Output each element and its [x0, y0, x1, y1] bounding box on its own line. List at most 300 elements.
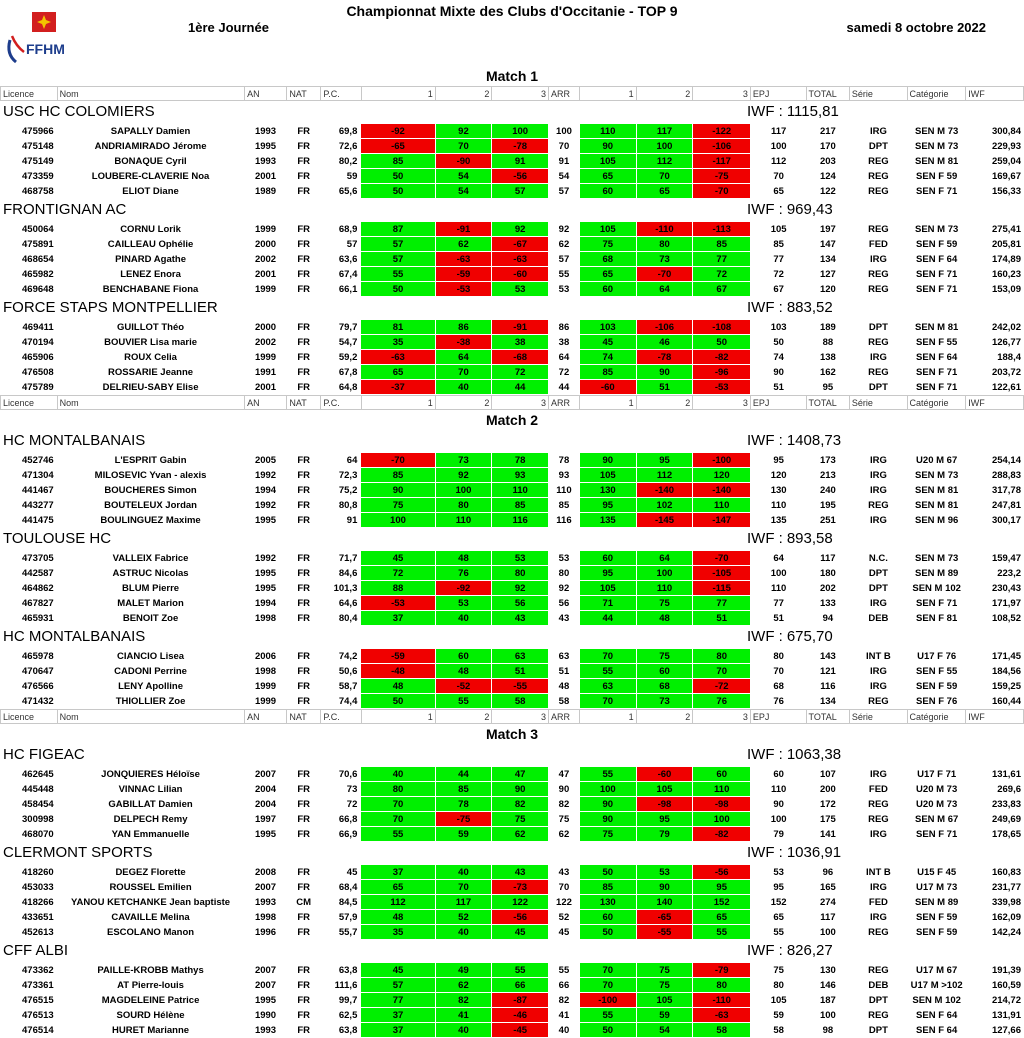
cell-pc: 63,8: [338, 964, 358, 976]
column-header-row: [0, 86, 1024, 101]
cell-a3: 75: [492, 812, 549, 827]
cell-arr: 93: [558, 469, 570, 481]
cell-iwf: 231,77: [991, 881, 1021, 893]
cell-arr: 80: [558, 567, 570, 579]
cell-an: 1992: [254, 552, 277, 564]
cell-epj: 130: [770, 484, 787, 496]
cell-total: 240: [819, 484, 836, 496]
cell-iwf: 300,17: [991, 514, 1021, 526]
cell-licence: 475148: [22, 140, 54, 152]
cell-a3: 92: [492, 222, 549, 237]
cell-e2: 100: [636, 566, 693, 581]
column-header-iwf: IWF: [966, 87, 1024, 101]
cell-epj: 95: [773, 881, 784, 893]
cell-a3: -56: [492, 169, 549, 184]
cell-epj: 74: [773, 351, 784, 363]
cell-e2: 105: [636, 993, 693, 1008]
cell-total: 138: [819, 351, 836, 363]
team-iwf: [747, 744, 841, 766]
column-header-e3: 3: [693, 87, 751, 101]
cell-arr: 90: [558, 783, 570, 795]
team-header: [0, 626, 1024, 648]
iwf-prefix: IWF :: [747, 746, 783, 763]
cell-pc: 67,8: [338, 366, 358, 378]
cell-categorie: SEN F 76: [916, 695, 958, 707]
team-iwf-value: 1036,91: [786, 844, 842, 861]
cell-epj: 77: [773, 253, 784, 265]
team-name: CFF ALBI: [3, 942, 69, 959]
cell-an: 2007: [254, 768, 277, 780]
cell-total: 95: [822, 381, 834, 393]
cell-iwf: 156,33: [991, 185, 1021, 197]
cell-epj: 95: [773, 454, 784, 466]
cell-e3: -140: [693, 483, 751, 498]
cell-e3: -147: [693, 513, 751, 528]
athlete-table: [0, 766, 1024, 842]
cell-nom: BENCHABANE Fiona: [102, 283, 199, 295]
cell-e2: 65: [636, 184, 693, 199]
results-content: [0, 66, 1024, 1038]
cell-serie: INT B: [865, 650, 891, 662]
cell-categorie: U20 M 73: [916, 783, 958, 795]
cell-e1: 90: [579, 453, 636, 468]
cell-e2: 51: [636, 380, 693, 395]
cell-categorie: SEN F 81: [916, 612, 958, 624]
cell-arr: 45: [558, 926, 570, 938]
cell-a2: 73: [435, 453, 492, 468]
cell-total: 107: [819, 768, 836, 780]
cell-epj: 67: [773, 283, 784, 295]
cell-an: 2001: [254, 381, 277, 393]
cell-total: 203: [819, 155, 836, 167]
cell-e1: 85: [579, 365, 636, 380]
cell-a1: 35: [361, 925, 435, 940]
column-header-e1: 1: [579, 87, 636, 101]
cell-nat: FR: [297, 798, 310, 810]
cell-licence: 433651: [22, 911, 54, 923]
cell-licence: 443277: [22, 499, 54, 511]
column-header-e3: 3: [693, 396, 751, 410]
athlete-table: [0, 221, 1024, 297]
cell-e3: 152: [693, 895, 751, 910]
cell-licence: 441467: [22, 484, 54, 496]
cell-a2: 40: [435, 380, 492, 395]
cell-e2: 95: [636, 812, 693, 827]
cell-nat: FR: [297, 695, 310, 707]
cell-total: 189: [819, 321, 836, 333]
cell-total: 116: [820, 680, 836, 692]
cell-total: 134: [819, 695, 836, 707]
cell-e1: 85: [579, 880, 636, 895]
cell-nat: FR: [297, 170, 310, 182]
cell-pc: 80,2: [338, 155, 358, 167]
cell-e1: 130: [579, 895, 636, 910]
cell-epj: 59: [773, 1009, 784, 1021]
column-header-e2: 2: [636, 396, 693, 410]
cell-e1: 95: [579, 566, 636, 581]
cell-pc: 58,7: [338, 680, 358, 692]
cell-serie: IRG: [869, 665, 887, 677]
column-header-licence: Licence: [1, 710, 58, 724]
cell-nat: FR: [297, 926, 310, 938]
cell-categorie: SEN F 64: [916, 351, 958, 363]
cell-a2: 40: [435, 1023, 492, 1038]
cell-iwf: 108,52: [991, 612, 1021, 624]
cell-a1: -37: [361, 380, 435, 395]
cell-a2: 70: [435, 139, 492, 154]
column-header-a2: 2: [435, 710, 492, 724]
cell-a3: -46: [492, 1008, 549, 1023]
column-header-e1: 1: [579, 710, 636, 724]
cell-a2: 85: [435, 782, 492, 797]
cell-a1: 57: [361, 252, 435, 267]
iwf-prefix: IWF :: [747, 530, 783, 547]
cell-e3: -82: [693, 350, 751, 365]
cell-arr: 53: [558, 283, 570, 295]
cell-nat: FR: [297, 567, 310, 579]
team-iwf-value: 826,27: [786, 942, 833, 959]
cell-pc: 80,4: [338, 612, 358, 624]
cell-categorie: U17 M 73: [916, 881, 958, 893]
cell-an: 1995: [254, 140, 277, 152]
cell-e1: 103: [579, 320, 636, 335]
cell-arr: 100: [556, 125, 572, 137]
iwf-prefix: IWF :: [747, 942, 783, 959]
team-iwf: [747, 626, 833, 648]
cell-nom: YANOU KETCHANKE Jean baptiste: [71, 896, 231, 908]
cell-e1: 63: [579, 679, 636, 694]
cell-a2: -75: [435, 812, 492, 827]
cell-an: 1999: [254, 680, 277, 692]
cell-e1: -60: [579, 380, 636, 395]
cell-e1: 130: [579, 483, 636, 498]
cell-total: 162: [819, 366, 836, 378]
cell-serie: REG: [868, 1009, 889, 1021]
cell-nat: FR: [297, 514, 310, 526]
cell-pc: 66,8: [338, 813, 358, 825]
cell-arr: 47: [558, 768, 570, 780]
cell-licence: 476513: [22, 1009, 54, 1021]
cell-pc: 50,6: [338, 665, 358, 677]
cell-nat: FR: [297, 994, 310, 1006]
cell-a2: 59: [435, 827, 492, 842]
cell-arr: 66: [558, 979, 570, 991]
cell-serie: DPT: [868, 1024, 888, 1036]
cell-epj: 72: [773, 268, 784, 280]
cell-a3: 58: [492, 694, 549, 709]
athlete-row: [0, 963, 1024, 978]
cell-a1: 50: [361, 282, 435, 297]
cell-serie: N.C.: [868, 552, 888, 564]
team-iwf: [747, 528, 833, 550]
cell-total: 98: [822, 1024, 834, 1036]
cell-serie: IRG: [869, 484, 887, 496]
cell-a3: 55: [492, 963, 549, 978]
cell-a3: 92: [492, 581, 549, 596]
cell-categorie: SEN F 71: [916, 185, 958, 197]
column-header-categorie: Catégorie: [907, 396, 966, 410]
cell-pc: 101,3: [333, 582, 358, 594]
athlete-row: [0, 596, 1024, 611]
athlete-row: [0, 513, 1024, 528]
team-name: USC HC COLOMIERS: [3, 103, 155, 120]
cell-serie: FED: [868, 896, 888, 908]
cell-an: 2000: [254, 321, 277, 333]
athlete-row: [0, 767, 1024, 782]
cell-e2: 105: [636, 782, 693, 797]
cell-e3: -122: [693, 124, 751, 139]
cell-an: 1996: [254, 926, 277, 938]
cell-a1: 50: [361, 694, 435, 709]
cell-e3: -113: [693, 222, 751, 237]
cell-a1: 65: [361, 365, 435, 380]
cell-a2: 48: [435, 664, 492, 679]
athlete-row: [0, 237, 1024, 252]
cell-epj: 110: [770, 499, 787, 511]
cell-arr: 110: [556, 484, 572, 496]
cell-e3: 51: [693, 611, 751, 626]
cell-a2: -63: [435, 252, 492, 267]
team-name: HC MONTALBANAIS: [3, 432, 146, 449]
cell-arr: 51: [558, 665, 570, 677]
cell-total: 127: [819, 268, 836, 280]
cell-licence: 476515: [22, 994, 54, 1006]
cell-nat: FR: [297, 783, 310, 795]
cell-pc: 79,7: [338, 321, 358, 333]
cell-pc: 63,8: [338, 1024, 358, 1036]
cell-e1: 65: [579, 267, 636, 282]
cell-a2: -52: [435, 679, 492, 694]
cell-epj: 105: [770, 994, 787, 1006]
athlete-row: [0, 782, 1024, 797]
cell-iwf: 160,83: [991, 866, 1021, 878]
cell-nom: ROSSARIE Jeanne: [108, 366, 194, 378]
cell-nat: FR: [297, 1009, 310, 1021]
cell-serie: REG: [868, 499, 889, 511]
cell-nom: LENEZ Enora: [120, 268, 181, 280]
team-iwf-value: 675,70: [786, 628, 833, 645]
cell-serie: IRG: [869, 680, 887, 692]
cell-categorie: SEN M 73: [915, 125, 959, 137]
column-header-nom: Nom: [57, 396, 244, 410]
cell-licence: 465906: [22, 351, 54, 363]
cell-e1: 95: [579, 498, 636, 513]
cell-pc: 71,7: [338, 552, 358, 564]
athlete-row: [0, 895, 1024, 910]
cell-nat: FR: [297, 612, 310, 624]
cell-iwf: 174,89: [991, 253, 1021, 265]
cell-a1: 48: [361, 679, 435, 694]
cell-an: 2000: [254, 238, 277, 250]
athlete-row: [0, 252, 1024, 267]
cell-iwf: 131,91: [991, 1009, 1021, 1021]
cell-epj: 70: [773, 170, 784, 182]
cell-a3: -87: [492, 993, 549, 1008]
cell-e2: 112: [636, 154, 693, 169]
cell-an: 1997: [254, 813, 277, 825]
cell-e2: 54: [636, 1023, 693, 1038]
cell-e1: 50: [579, 865, 636, 880]
cell-a3: 43: [492, 865, 549, 880]
cell-an: 1999: [254, 223, 277, 235]
cell-a2: 54: [435, 184, 492, 199]
cell-a3: 62: [492, 827, 549, 842]
cell-pc: 111,6: [334, 979, 358, 991]
cell-a2: 60: [435, 649, 492, 664]
cell-arr: 40: [558, 1024, 570, 1036]
cell-a3: 43: [492, 611, 549, 626]
cell-a3: 80: [492, 566, 549, 581]
cell-licence: 476514: [22, 1024, 54, 1036]
cell-e1: 75: [579, 237, 636, 252]
cell-a3: -91: [492, 320, 549, 335]
cell-e2: -60: [636, 767, 693, 782]
cell-nom: VINNAC Lilian: [118, 783, 183, 795]
column-header-categorie: Catégorie: [907, 710, 966, 724]
cell-a3: -67: [492, 237, 549, 252]
athlete-row: [0, 865, 1024, 880]
cell-nat: FR: [297, 454, 310, 466]
cell-nom: BLUM Pierre: [122, 582, 180, 594]
cell-a1: -63: [361, 350, 435, 365]
cell-epj: 60: [773, 768, 784, 780]
column-header-epj: EPJ: [750, 396, 806, 410]
cell-e1: 65: [579, 169, 636, 184]
column-header-pc: P.C.: [321, 710, 361, 724]
iwf-prefix: IWF :: [747, 103, 783, 120]
cell-a1: 90: [361, 483, 435, 498]
cell-a2: -91: [435, 222, 492, 237]
cell-e1: -100: [579, 993, 636, 1008]
cell-an: 1993: [254, 155, 277, 167]
cell-serie: IRG: [869, 828, 887, 840]
cell-pc: 64: [346, 454, 358, 466]
column-header-a3: 3: [492, 710, 549, 724]
cell-epj: 76: [773, 695, 784, 707]
cell-e2: 46: [636, 335, 693, 350]
cell-a2: 48: [435, 551, 492, 566]
cell-serie: FED: [868, 783, 888, 795]
cell-licence: 464862: [22, 582, 54, 594]
cell-a2: 70: [435, 880, 492, 895]
column-header-arr: ARR: [549, 710, 580, 724]
cell-licence: 473705: [22, 552, 54, 564]
cell-an: 2002: [254, 336, 277, 348]
athlete-row: [0, 649, 1024, 664]
athlete-row: [0, 694, 1024, 709]
cell-an: 1994: [254, 597, 277, 609]
cell-a2: 53: [435, 596, 492, 611]
cell-iwf: 259,04: [991, 155, 1021, 167]
column-header-epj: EPJ: [750, 87, 806, 101]
cell-licence: 418266: [22, 896, 54, 908]
cell-arr: 70: [558, 881, 570, 893]
cell-a3: -63: [492, 252, 549, 267]
team-iwf-value: 969,43: [786, 201, 833, 218]
cell-arr: 43: [558, 866, 570, 878]
cell-nat: FR: [297, 1024, 310, 1036]
cell-iwf: 159,47: [991, 552, 1021, 564]
column-header-serie: Série: [849, 710, 907, 724]
cell-e1: 75: [579, 827, 636, 842]
cell-an: 1994: [254, 484, 277, 496]
cell-an: 1992: [254, 469, 277, 481]
cell-an: 1999: [254, 695, 277, 707]
cell-serie: DPT: [868, 994, 888, 1006]
cell-nom: ESCOLANO Manon: [106, 926, 195, 938]
cell-nom: BOUVIER Lisa marie: [104, 336, 197, 348]
team-header: [0, 297, 1024, 319]
athlete-table: [0, 962, 1024, 1038]
cell-e3: 100: [693, 812, 751, 827]
athlete-row: [0, 679, 1024, 694]
cell-nat: FR: [297, 321, 310, 333]
svg-text:FFHM: FFHM: [26, 41, 65, 57]
cell-serie: IRG: [869, 253, 887, 265]
cell-categorie: SEN M 73: [915, 552, 959, 564]
cell-iwf: 131,61: [991, 768, 1021, 780]
cell-epj: 58: [773, 1024, 784, 1036]
cell-e3: 80: [693, 649, 751, 664]
cell-licence: 300998: [22, 813, 54, 825]
column-header-pc: P.C.: [321, 87, 361, 101]
cell-e1: 60: [579, 551, 636, 566]
cell-serie: DPT: [868, 567, 888, 579]
team-iwf-value: 1408,73: [786, 432, 842, 449]
cell-a2: -59: [435, 267, 492, 282]
cell-epj: 55: [773, 926, 784, 938]
cell-categorie: SEN F 71: [916, 381, 958, 393]
cell-e1: 105: [579, 581, 636, 596]
cell-an: 1995: [254, 567, 277, 579]
cell-pc: 80,8: [338, 499, 358, 511]
cell-e2: 140: [636, 895, 693, 910]
cell-a2: 70: [435, 365, 492, 380]
cell-categorie: SEN M 81: [915, 155, 959, 167]
cell-nat: FR: [297, 665, 310, 677]
athlete-row: [0, 1008, 1024, 1023]
cell-licence: 469411: [22, 321, 54, 333]
cell-categorie: SEN F 71: [916, 828, 958, 840]
cell-a3: 66: [492, 978, 549, 993]
cell-epj: 50: [773, 336, 784, 348]
cell-a2: 78: [435, 797, 492, 812]
athlete-table: [0, 550, 1024, 626]
cell-epj: 90: [773, 366, 784, 378]
cell-e3: 110: [693, 782, 751, 797]
column-header-a1: 1: [361, 710, 435, 724]
cell-a2: 52: [435, 910, 492, 925]
cell-a1: 85: [361, 154, 435, 169]
cell-a2: 64: [435, 350, 492, 365]
cell-total: 121: [819, 665, 836, 677]
cell-pc: 68,9: [338, 223, 358, 235]
cell-a1: 65: [361, 880, 435, 895]
cell-nat: FR: [297, 381, 310, 393]
cell-serie: DEB: [868, 979, 889, 991]
cell-epj: 105: [770, 223, 787, 235]
cell-a1: -70: [361, 453, 435, 468]
cell-e2: 79: [636, 827, 693, 842]
cell-a3: 53: [492, 551, 549, 566]
cell-iwf: 126,77: [991, 336, 1021, 348]
cell-e2: 80: [636, 237, 693, 252]
cell-nat: FR: [297, 597, 310, 609]
cell-arr: 56: [558, 597, 570, 609]
cell-a1: -59: [361, 649, 435, 664]
cell-arr: 58: [558, 695, 570, 707]
cell-total: 195: [819, 499, 836, 511]
